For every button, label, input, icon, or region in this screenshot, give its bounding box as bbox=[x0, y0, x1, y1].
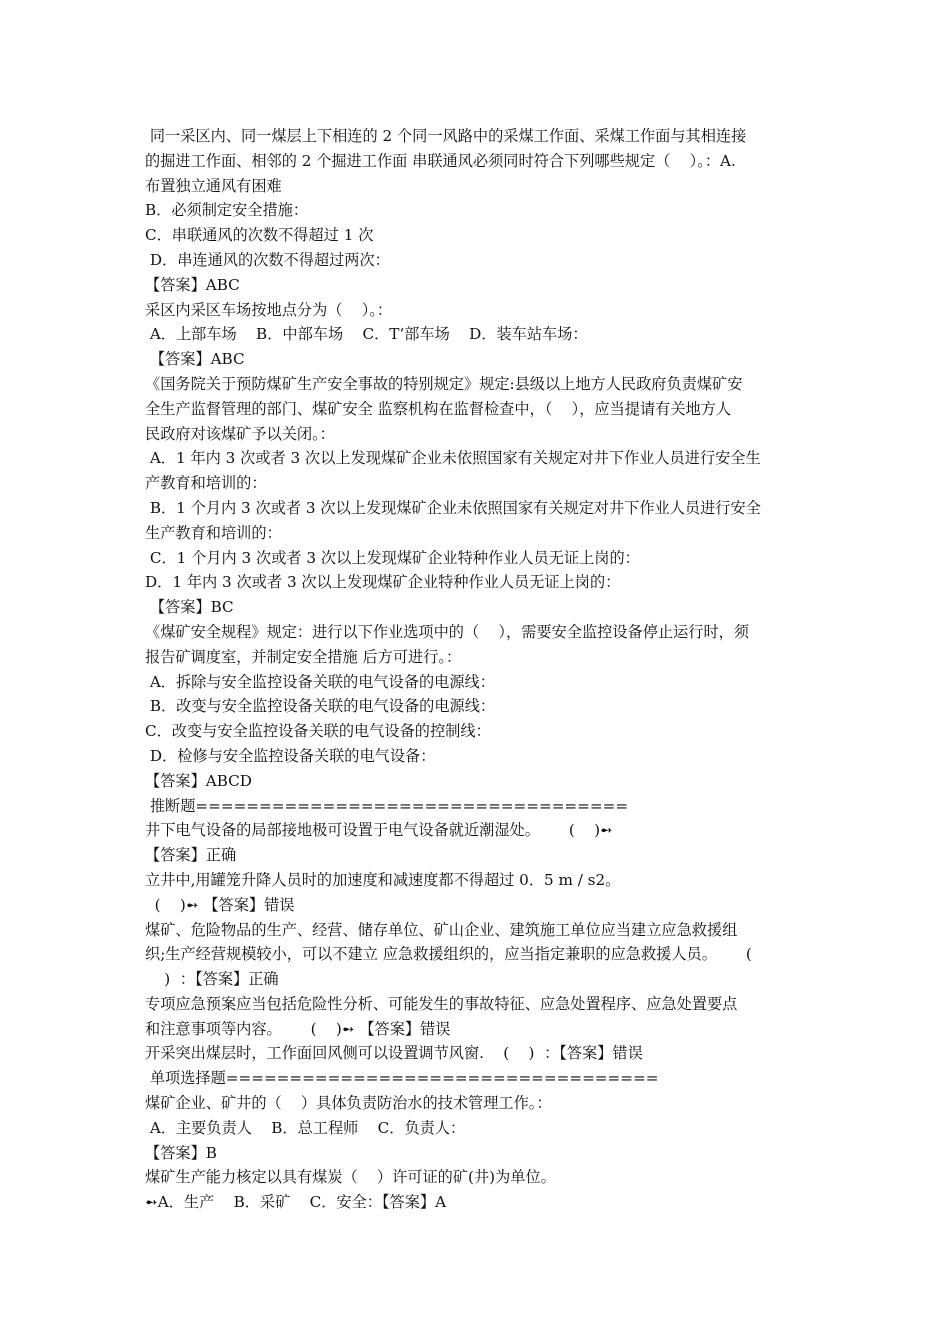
text-line: C．改变与安全监控设备关联的电气设备的控制线： bbox=[145, 722, 491, 741]
section-heading: 单项选择题================================== bbox=[145, 1069, 659, 1088]
text-line: D．1 年内 3 次或者 3 次以上发现煤矿企业特种作业人员无证上岗的： bbox=[145, 573, 621, 592]
text-line: 采区内采区车场按地点分为（ ）。： bbox=[145, 300, 393, 319]
text-line: 生产教育和培训的： bbox=[145, 523, 282, 542]
text-line: 立井中,用罐笼升降人员时的加速度和减速度都不得超过 0．5 m / s2。 bbox=[145, 870, 621, 889]
text-line: 井下电气设备的局部接地极可设置于电气设备就近潮湿处。 ( )➻ bbox=[145, 821, 613, 840]
text-line: ) ：【答案】正确 bbox=[145, 970, 279, 989]
text-line: 的掘进工作面、相邻的 2 个掘进工作面 串联通风必须同时符合下列哪些规定（ ）。：A. bbox=[145, 151, 736, 170]
answer-line: 【答案】ABC bbox=[145, 350, 245, 369]
document-page bbox=[145, 124, 811, 1215]
text-line: B．改变与安全监控设备关联的电气设备的电源线： bbox=[145, 697, 496, 716]
text-line: 织;生产经营规模较小，可以不建立 应急救援组织的，应当指定兼职的应急救援人员。 ( bbox=[145, 945, 752, 964]
text-line: A．1 年内 3 次或者 3 次以上发现煤矿企业未依照国家有关规定对井下作业人员进行安全生 bbox=[145, 449, 761, 468]
text-line: ➻A．生产 B．采矿 C．安全：【答案】A bbox=[145, 1193, 447, 1212]
answer-line: 【答案】ABC bbox=[145, 275, 240, 294]
text-line: 全生产监督管理的部门、煤矿安全 监察机构在监督检查中，（ ），应当提请有关地方人 bbox=[145, 399, 732, 418]
section-heading: 推断题================================== bbox=[145, 796, 629, 815]
text-line: 产教育和培训的： bbox=[145, 474, 267, 493]
text-line: A．拆除与安全监控设备关联的电气设备的电源线： bbox=[145, 672, 495, 691]
text-line: 布置独立通风有困难 bbox=[145, 176, 282, 195]
text-line: 煤矿、危险物品的生产、经营、储存单位、矿山企业、建筑施工单位应当建立应急救援组 bbox=[145, 920, 738, 939]
text-line: D．检修与安全监控设备关联的电气设备： bbox=[145, 746, 436, 765]
text-line: 《国务院关于预防煤矿生产安全事故的特别规定》规定:县级以上地方人民政府负责煤矿安 bbox=[145, 374, 743, 393]
text-line: 煤矿企业、矿井的（ ）具体负责防治水的技术管理工作。： bbox=[145, 1094, 552, 1113]
text-line: B．必须制定安全措施： bbox=[145, 201, 309, 220]
text-line: 报告矿调度室，并制定安全措施 后方可进行。： bbox=[145, 647, 462, 666]
answer-line: 【答案】BC bbox=[145, 598, 234, 617]
text-line: 民政府对该煤矿予以关闭。： bbox=[145, 424, 335, 443]
text-line: D．串连通风的次数不得超过两次： bbox=[145, 250, 390, 269]
text-line: ( )➻ 【答案】错误 bbox=[145, 895, 295, 914]
text-line: 同一采区内、同一煤层上下相连的 2 个同一风路中的采煤工作面、采煤工作面与其相连接 bbox=[145, 127, 747, 145]
answer-line: 【答案】ABCD bbox=[145, 771, 252, 790]
text-line: 开采突出煤层时，工作面回风侧可以设置调节风窗. ( ) ：【答案】错误 bbox=[145, 1044, 643, 1063]
text-line: 煤矿生产能力核定以具有煤炭（ ）许可证的矿(井)为单位。 bbox=[145, 1168, 556, 1187]
text-line: A．主要负责人 B．总工程师 C．负责人： bbox=[145, 1118, 466, 1137]
text-line: A．上部车场 B．中部车场 C．T‘部车场 D．装车站车场： bbox=[145, 325, 588, 344]
answer-line: 【答案】正确 bbox=[145, 846, 237, 865]
text-line: 专项应急预案应当包括危险性分析、可能发生的事故特征、应急处置程序、应急处置要点 bbox=[145, 994, 738, 1013]
text-line: 《煤矿安全规程》规定：进行以下作业选项中的（ ），需要安全监控设备停止运行时，须 bbox=[145, 622, 750, 641]
text-line: B．1 个月内 3 次或者 3 次以上发现煤矿企业未依照国家有关规定对井下作业人员进行安全 bbox=[145, 498, 761, 517]
text-line: 和注意事项等内容。 ( )➻ 【答案】错误 bbox=[145, 1019, 451, 1038]
answer-line: 【答案】B bbox=[145, 1143, 217, 1162]
text-line: C．串联通风的次数不得超过 1 次 bbox=[145, 226, 374, 245]
text-line: C．1 个月内 3 次或者 3 次以上发现煤矿企业特种作业人员无证上岗的： bbox=[145, 548, 640, 567]
